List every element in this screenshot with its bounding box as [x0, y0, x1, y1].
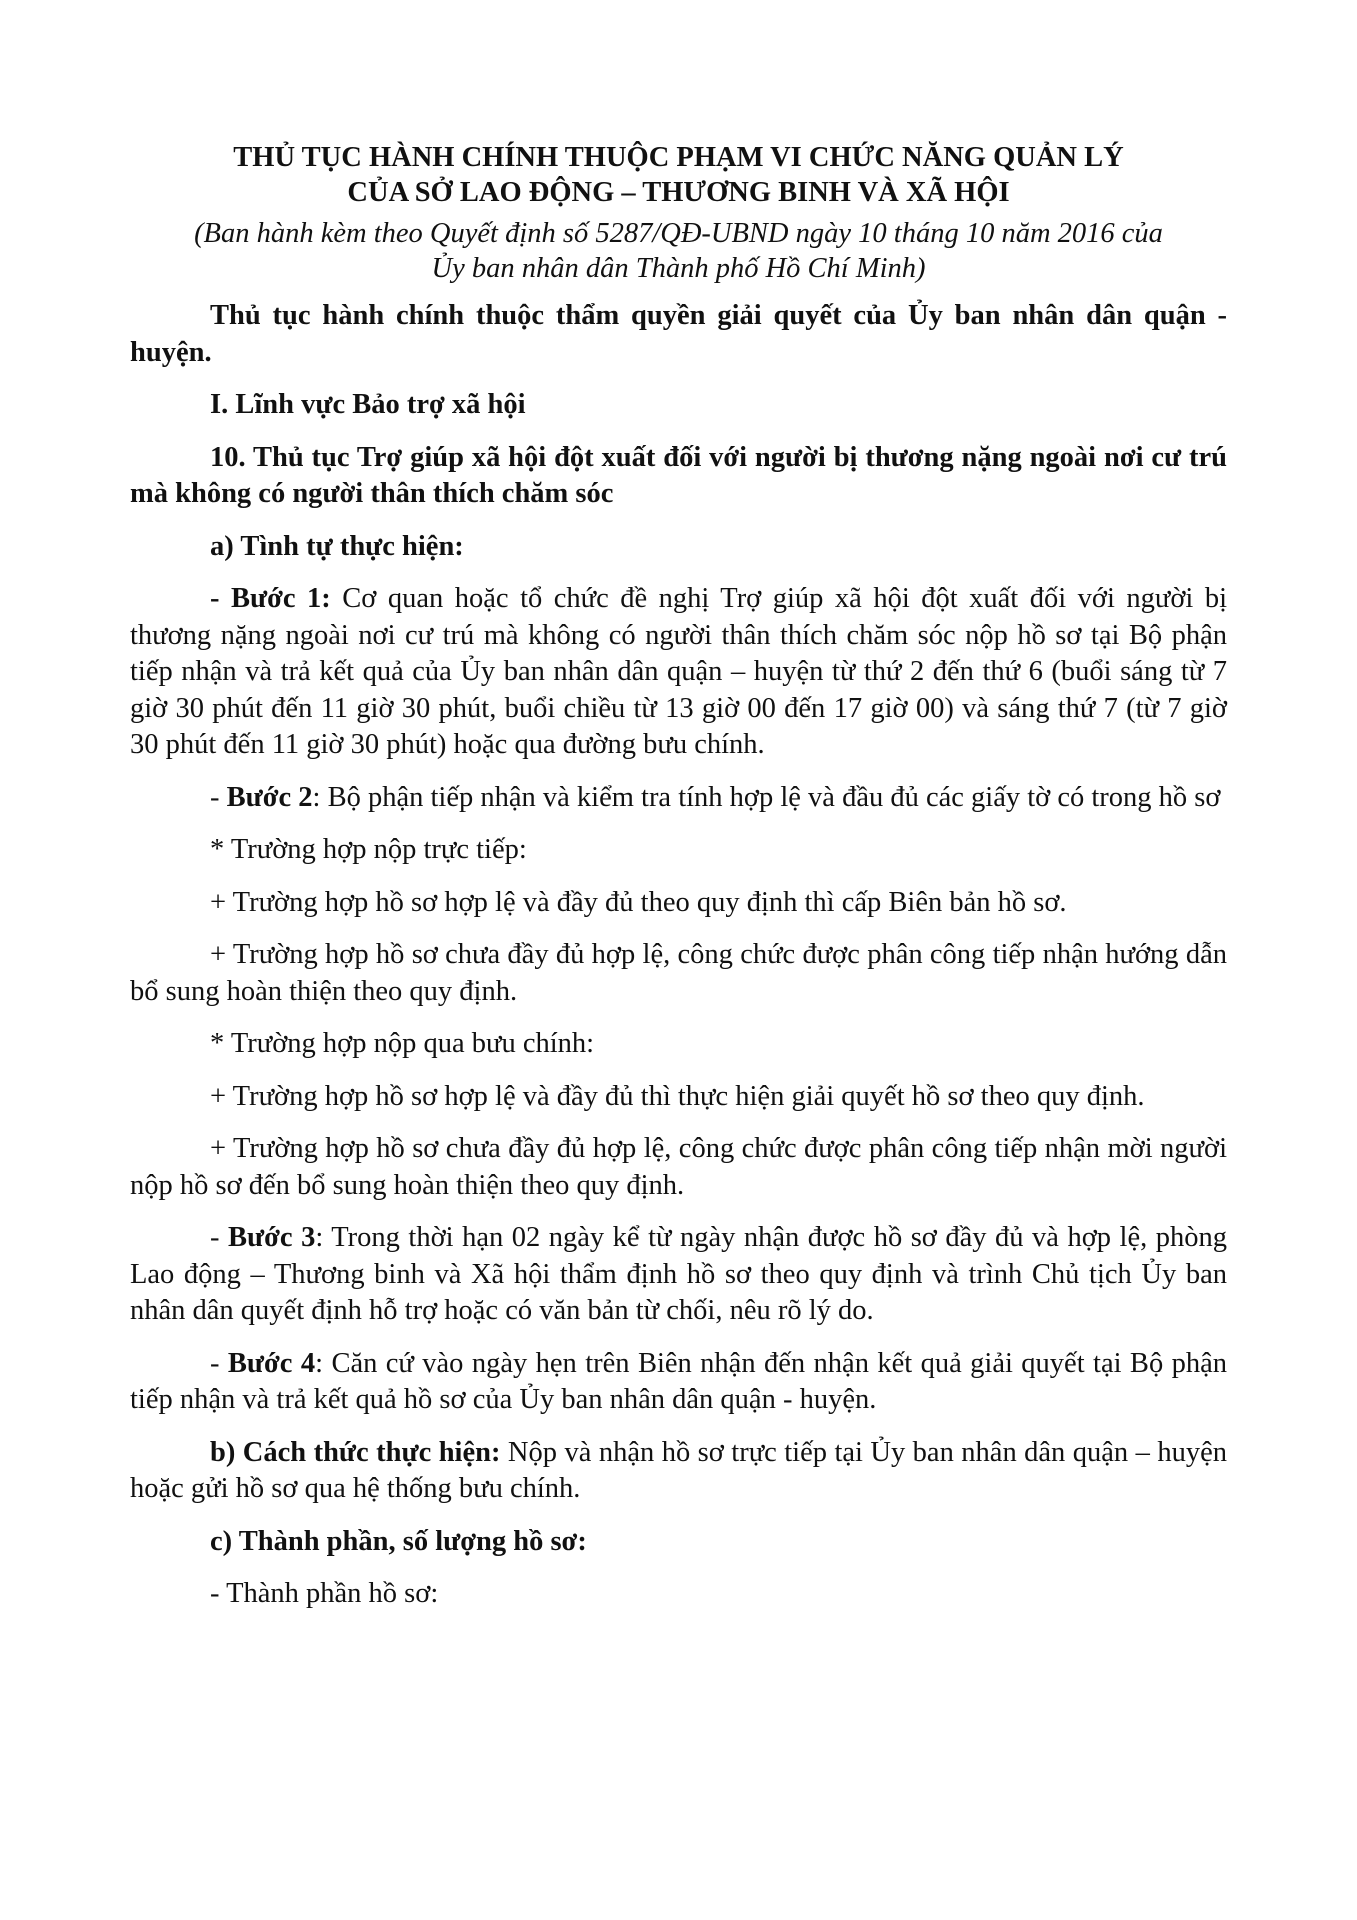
postal-submission-case-1: + Trường hợp hồ sơ hợp lệ và đầy đủ thì thực hiện giải quyết hồ sơ theo quy định.: [210, 1080, 1145, 1112]
step-3-paragraph: [130, 1220, 1227, 1330]
documents-heading: c) Thành phần, số lượng hồ sơ:: [210, 1525, 587, 1557]
document-subtitle: [130, 216, 1227, 286]
step-3-label: Bước 3: [228, 1222, 316, 1253]
section-heading: Thủ tục hành chính thuộc thẩm quyền giải quyết của Ủy ban nhân dân quận - huyện.: [130, 300, 1227, 368]
documents-item: - Thành phần hồ sơ:: [210, 1578, 439, 1609]
step-3-text: : Trong thời hạn 02 ngày kể từ ngày nhận được hồ sơ đầy đủ và hợp lệ, phòng Lao động – Thương binh và Xã hội thẩm định hồ sơ theo quy định và trình Chủ tịch Ủy ban nhân dân quyết định hỗ trợ hoặc có văn bản từ chối, nêu rõ lý do.: [130, 1222, 1228, 1326]
step-4-dash: -: [210, 1347, 228, 1379]
direct-submission-heading: * Trường hợp nộp trực tiếp:: [210, 834, 527, 865]
step-4-label: Bước 4: [227, 1347, 316, 1379]
document-page: [130, 140, 1227, 1629]
field-heading: I. Lĩnh vực Bảo trợ xã hội: [210, 389, 526, 420]
method-label: b) Cách thức thực hiện:: [210, 1436, 501, 1468]
subtitle-line-2: Ủy ban nhân dân Thành phố Hồ Chí Minh): [431, 253, 926, 284]
direct-submission-case-2: + Trường hợp hồ sơ chưa đầy đủ hợp lệ, công chức được phân công tiếp nhận hướng dẫn bổ sung hoàn thiện theo quy định.: [130, 939, 1227, 1007]
direct-submission-case-1: + Trường hợp hồ sơ hợp lệ và đầy đủ theo quy định thì cấp Biên bản hồ sơ.: [210, 886, 1067, 918]
sequence-heading: a) Tình tự thực hiện:: [210, 530, 464, 562]
procedure-heading: 10. Thủ tục Trợ giúp xã hội đột xuất đối với người bị thương nặng ngoài nơi cư trú mà không có người thân thích chăm sóc: [130, 441, 1227, 509]
method-paragraph: [130, 1435, 1227, 1508]
step-4-text: : Căn cứ vào ngày hẹn trên Biên nhận đến nhận kết quả giải quyết tại Bộ phận tiếp nhận và trả kết quả hồ sơ của Ủy ban nhân dân quận - huyện.: [130, 1347, 1228, 1415]
postal-submission-case-2: + Trường hợp hồ sơ chưa đầy đủ hợp lệ, công chức được phân công tiếp nhận mời người nộp hồ sơ đến bổ sung hoàn thiện theo quy định.: [130, 1133, 1227, 1201]
step-1-paragraph: [130, 581, 1227, 764]
title-line-1: THỦ TỤC HÀNH CHÍNH THUỘC PHẠM VI CHỨC NĂNG QUẢN LÝ: [233, 142, 1124, 173]
step-2-text: : Bộ phận tiếp nhận và kiểm tra tính hợp lệ và đầu đủ các giấy tờ có trong hồ sơ: [312, 781, 1221, 813]
postal-submission-heading: * Trường hợp nộp qua bưu chính:: [210, 1028, 595, 1059]
method-text: Nộp và nhận hồ sơ trực tiếp tại Ủy ban nhân dân quận – huyện hoặc gửi hồ sơ qua hệ thống bưu chính.: [130, 1436, 1227, 1504]
step-1-label: - Bước 1:: [210, 583, 331, 614]
subtitle-line-1: (Ban hành kèm theo Quyết định số 5287/QĐ-UBND ngày 10 tháng 10 năm 2016 của: [194, 218, 1163, 249]
step-2-label: Bước 2: [226, 781, 313, 813]
step-2-paragraph: [130, 780, 1227, 817]
step-3-dash: -: [210, 1222, 229, 1253]
title-line-2: CỦA SỞ LAO ĐỘNG – THƯƠNG BINH VÀ XÃ HỘI: [347, 177, 1010, 208]
document-title: [130, 140, 1227, 210]
step-4-paragraph: [130, 1346, 1227, 1419]
step-1-text: Cơ quan hoặc tổ chức đề nghị Trợ giúp xã hội đột xuất đối với người bị thương nặng ngoài nơi cư trú mà không có người thân thích chăm sóc nộp hồ sơ tại Bộ phận tiếp nhận và trả kết quả của Ủy ban nhân dân quận – huyện từ thứ 2 đến thứ 6 (buổi sáng từ 7 giờ 30 phút đến 11 giờ 30 phút, buổi chiều từ 13 giờ 00 đến 17 giờ 00) và sáng thứ 7 (từ 7 giờ 30 phút đến 11 giờ 30 phút) hoặc qua đường bưu chính.: [130, 583, 1227, 760]
step-2-dash: -: [210, 781, 227, 813]
